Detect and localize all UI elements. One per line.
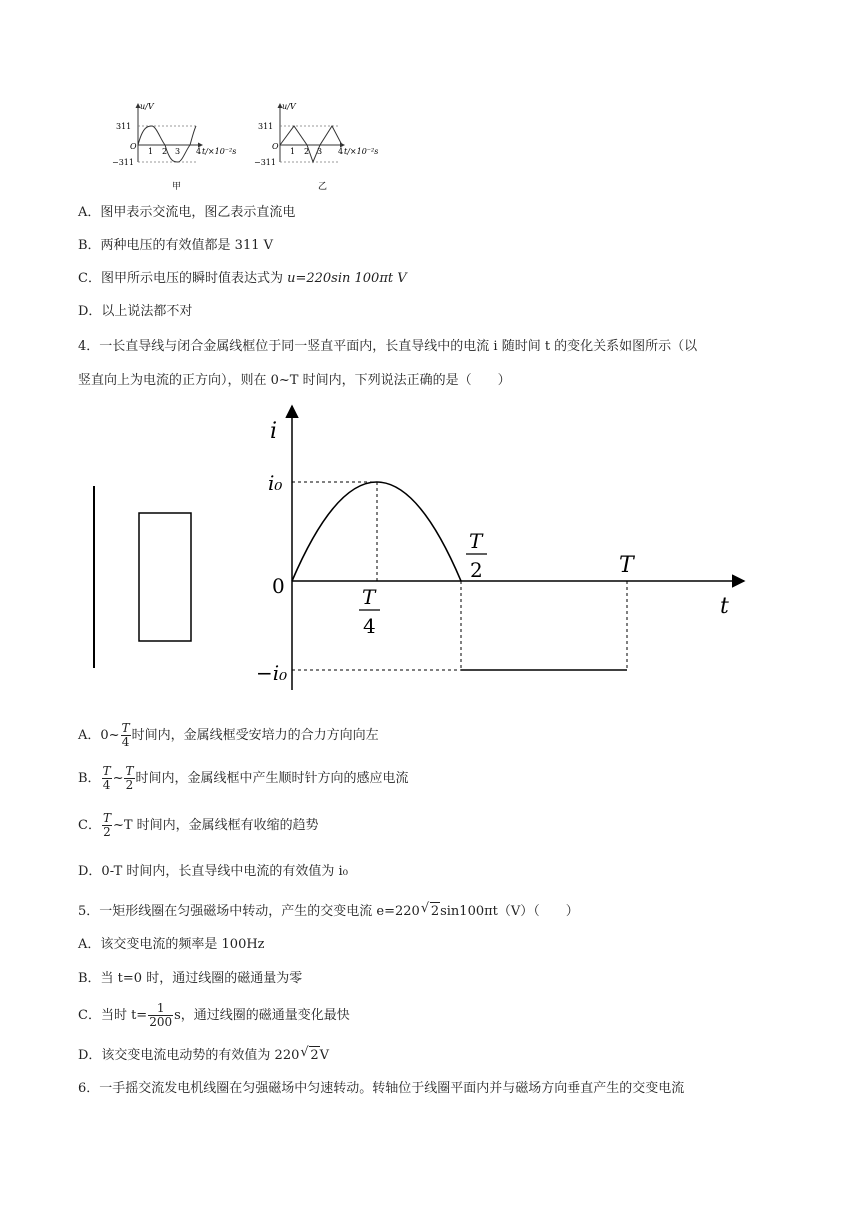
tilde: ~	[112, 771, 124, 786]
t-full-label: T	[619, 553, 634, 578]
xtick: 3	[317, 147, 323, 156]
caption: 甲	[172, 182, 182, 192]
q4-figure	[80, 400, 760, 700]
origin: O	[272, 142, 279, 151]
t-quarter-den: 4	[363, 614, 376, 638]
xtick: 2	[162, 147, 168, 156]
ytick-pos: 311	[258, 122, 274, 131]
q3-option-d: D．以上说法都不对	[78, 304, 193, 319]
fraction: $\frac{T}{2}$	[125, 764, 134, 792]
xlabel: t/×10⁻²s	[344, 147, 379, 156]
q4-a-text: 时间内，金属线框受安培力的合力方向向左	[131, 728, 379, 743]
q5-stem	[78, 902, 579, 921]
xtick: 3	[175, 147, 181, 156]
ytick-neg: −311	[254, 158, 276, 167]
origin: O	[130, 142, 137, 151]
sqrt: √ 2	[430, 902, 440, 921]
sqrt: √ 2	[309, 1046, 319, 1065]
q4-c-text: ~T 时间内，金属线框有收缩的趋势	[112, 818, 319, 833]
t-quarter-num: T	[362, 585, 376, 609]
xlabel: t/×10⁻²s	[202, 147, 237, 156]
q3-option-c-expr: u=220sin 100πt V	[287, 271, 407, 286]
q4-option-b	[78, 765, 409, 792]
q4-b-prefix: B．	[78, 771, 101, 786]
fraction: $\frac{T}{4}$	[121, 721, 130, 749]
q6-stem: 6．一手摇交流发电机线圈在匀强磁场中匀速转动。转轴位于线圈平面内并与磁场方向垂直产生的交变电流	[78, 1081, 685, 1096]
q3-option-b: B．两种电压的有效值都是 311 V	[78, 238, 274, 253]
q4-option-d: D．0-T 时间内，长直导线中电流的有效值为 i₀	[78, 864, 348, 879]
ytick-neg: −311	[112, 158, 134, 167]
neg-i0-label: −i₀	[256, 661, 288, 685]
t-half-den: 2	[470, 558, 483, 582]
fraction: $\frac{T}{4}$	[102, 764, 111, 792]
graph-yi	[252, 100, 397, 192]
q5-d-prefix: D．该交变电流电动势的有效值为 220	[78, 1048, 300, 1063]
graph-jia	[110, 100, 250, 192]
i0-label: i₀	[268, 471, 283, 495]
q4-c-prefix: C．	[78, 818, 101, 833]
q5-d-suffix: V	[319, 1048, 330, 1063]
xtick: 1	[148, 147, 154, 156]
t-half-num: T	[469, 529, 483, 553]
x-axis-label: t	[720, 594, 729, 619]
q3-option-c	[78, 270, 407, 288]
xtick: 4	[338, 147, 344, 156]
q5-option-b: B．当 t=0 时，通过线圈的磁通量为零	[78, 971, 303, 986]
q4-option-a	[78, 722, 379, 749]
q5-stem-text-end: sin100πt（V）（ ）	[440, 904, 579, 919]
fraction: $\frac{T}{2}$	[102, 811, 111, 839]
y-axis-label: i	[270, 419, 278, 444]
q4-stem-line1: 4．一长直导线与闭合金属线框位于同一竖直平面内，长直导线中的电流 i 随时间 t 的变化关系如图所示（以	[78, 339, 698, 354]
q4-option-c	[78, 812, 319, 839]
q5-stem-text: 5．一矩形线圈在匀强磁场中转动，产生的交变电流 e=220	[78, 904, 420, 919]
q4-b-text: 时间内，金属线框中产生顺时针方向的感应电流	[135, 771, 409, 786]
q3-option-c-text: C．图甲所示电压的瞬时值表达式为	[78, 271, 283, 286]
caption: 乙	[318, 182, 328, 192]
zero-label: 0	[272, 574, 285, 598]
xtick: 4	[196, 147, 202, 156]
q3-option-a: A．图甲表示交流电，图乙表示直流电	[78, 205, 296, 220]
q5-option-d	[78, 1046, 329, 1065]
xtick: 1	[290, 147, 296, 156]
ylabel: u/V	[282, 102, 296, 111]
q5-option-c	[78, 1002, 350, 1029]
xtick: 2	[304, 147, 310, 156]
q4-stem-line2: 竖直向上为电流的正方向），则在 0~T 时间内，下列说法正确的是（ ）	[78, 373, 511, 388]
q5-c-prefix: C．当时 t=	[78, 1008, 148, 1023]
fraction: $\frac{1}{200}$	[149, 1001, 173, 1029]
q5-c-text: s，通过线圈的磁通量变化最快	[174, 1008, 350, 1023]
ylabel: u/V	[140, 102, 154, 111]
metal-frame	[139, 513, 191, 641]
q4-a-prefix: A．0~	[78, 728, 120, 743]
q5-option-a: A．该交变电流的频率是 100Hz	[78, 937, 265, 952]
ytick-pos: 311	[116, 122, 132, 131]
